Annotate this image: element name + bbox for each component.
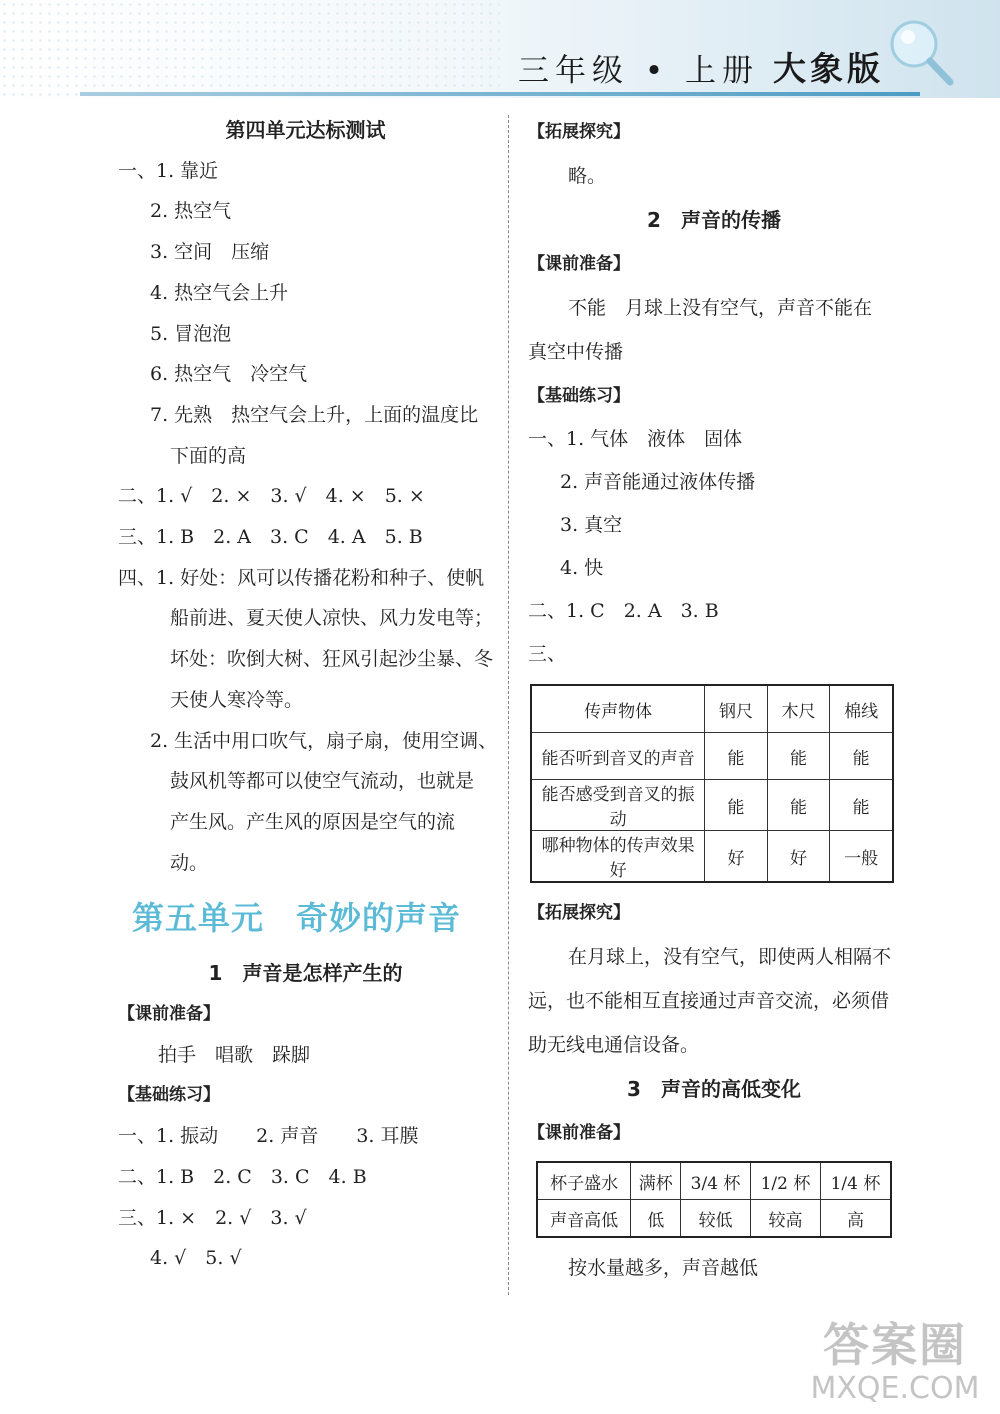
answer-line: 6. 热空气 冷空气	[150, 363, 308, 386]
table-cell: 满杯	[631, 1162, 681, 1200]
right-column	[528, 110, 900, 1290]
table-cell: 1/2 杯	[751, 1162, 821, 1200]
answer-line: 2. 生活中用口吹气，扇子扇，使用空调、	[150, 729, 498, 752]
answer-line: 在月球上，没有空气，即使两人相隔不	[568, 946, 892, 968]
table-cell: 棉线	[830, 685, 893, 733]
table-row	[531, 685, 893, 733]
answer-line: 3. 真空	[560, 514, 623, 536]
table-cell: 声音高低	[537, 1200, 631, 1238]
table-cell: 3/4 杯	[681, 1162, 751, 1200]
table-cell: 传声物体	[531, 685, 705, 733]
unit-number: 第五单元	[132, 899, 265, 938]
water-pitch-table	[536, 1161, 892, 1238]
answer-line: 拍手 唱歌 跺脚	[158, 1043, 311, 1066]
answer-line: 远，也不能相互直接通过声音交流，必须借	[528, 990, 890, 1012]
answer-line: 产生风。产生风的原因是空气的流	[170, 810, 456, 833]
answer-line: 7. 先熟 热空气会上升，上面的温度比	[150, 403, 479, 426]
header-dot-pattern	[0, 0, 500, 98]
table-cell: 一般	[830, 831, 893, 883]
table-cell: 木尺	[767, 685, 829, 733]
table-cell: 好	[705, 831, 767, 883]
answer-line: 下面的高	[170, 444, 247, 467]
header-edition: 大象版	[773, 49, 884, 88]
table-row	[531, 780, 893, 831]
table-row	[537, 1162, 891, 1200]
table-cell: 能	[767, 780, 829, 831]
table-cell: 能	[767, 733, 829, 780]
table-cell: 能	[830, 733, 893, 780]
table-cell: 好	[767, 831, 829, 883]
table-cell: 哪种物体的传声效果好	[531, 831, 705, 883]
answer-line: 2. 热空气	[150, 200, 232, 223]
header-rule	[80, 92, 920, 96]
ext-tag: 【拓展探究】	[528, 903, 630, 923]
column-divider	[508, 115, 509, 1295]
prep-tag: 【课前准备】	[528, 1123, 630, 1143]
answer-line: 四、1. 好处：风可以传播花粉和种子、使帆	[118, 566, 485, 589]
header-title	[518, 40, 884, 90]
table-row	[537, 1200, 891, 1238]
table-cell: 能否感受到音叉的振动	[531, 780, 705, 831]
table-cell: 能	[830, 780, 893, 831]
table-row	[531, 733, 893, 780]
answer-line: 不能 月球上没有空气，声音不能在	[568, 297, 873, 319]
answer-line: 略。	[568, 165, 607, 187]
answer-line: 鼓风机等都可以使空气流动，也就是	[170, 770, 475, 793]
table-cell: 高	[820, 1200, 891, 1238]
sound-transmission-table	[530, 684, 894, 883]
watermark-logo-text: 答案圈	[823, 1318, 967, 1372]
table-cell: 低	[631, 1200, 681, 1238]
table-row	[531, 831, 893, 883]
prep-tag: 【课前准备】	[528, 254, 630, 274]
answer-line: 二、1. √ 2. × 3. √ 4. × 5. ×	[118, 485, 425, 508]
basic-tag: 【基础练习】	[528, 386, 630, 406]
magnifier-icon	[880, 12, 960, 92]
table-cell: 1/4 杯	[820, 1162, 891, 1200]
lesson-title: 1 声音是怎样产生的	[208, 961, 403, 986]
prep-tag: 【课前准备】	[118, 1004, 220, 1025]
answer-line: 4. 热空气会上升	[150, 281, 289, 304]
answer-line: 一、1. 气体 液体 固体	[528, 428, 743, 450]
unit-name: 奇妙的声音	[296, 899, 462, 938]
lesson-title: 3 声音的高低变化	[627, 1077, 801, 1101]
answer-line: 三、1. B 2. A 3. C 4. A 5. B	[118, 526, 423, 549]
answer-line: 三、	[528, 643, 567, 665]
answer-line: 2. 声音能通过液体传播	[560, 471, 756, 493]
ext-tag: 【拓展探究】	[528, 122, 630, 142]
answer-line: 二、1. C 2. A 3. B	[528, 600, 719, 622]
answer-line: 按水量越多，声音越低	[568, 1257, 759, 1279]
answer-line: 一、1. 靠近	[118, 159, 219, 182]
unit-title	[118, 883, 493, 953]
answer-line: 4. √ 5. √	[150, 1247, 242, 1270]
basic-tag: 【基础练习】	[118, 1085, 220, 1106]
table-cell: 杯子盛水	[537, 1162, 631, 1200]
table-cell: 能	[705, 780, 767, 831]
watermark	[795, 1318, 995, 1412]
table-cell: 能否听到音叉的声音	[531, 733, 705, 780]
answer-line: 坏处：吹倒大树、狂风引起沙尘暴、冬	[170, 648, 494, 671]
table-cell: 较高	[751, 1200, 821, 1238]
answer-line: 天使人寒冷等。	[170, 688, 304, 711]
answer-line: 3. 空间 压缩	[150, 241, 270, 264]
watermark-url: MXQE.COM	[810, 1371, 980, 1406]
table-cell: 钢尺	[705, 685, 767, 733]
table-cell: 能	[705, 733, 767, 780]
answer-line: 二、1. B 2. C 3. C 4. B	[118, 1165, 367, 1188]
answer-line: 助无线电通信设备。	[528, 1034, 700, 1056]
lesson-title: 2 声音的传播	[647, 208, 781, 232]
section-title: 第四单元达标测试	[225, 118, 386, 142]
left-column	[118, 110, 498, 1279]
answer-line: 4. 快	[560, 557, 604, 579]
header-grade: 三年级 • 上册	[518, 53, 759, 89]
table-cell: 较低	[681, 1200, 751, 1238]
answer-line: 动。	[170, 851, 209, 874]
answer-line: 真空中传播	[528, 341, 624, 363]
answer-line: 一、1. 振动 2. 声音 3. 耳膜	[118, 1125, 419, 1148]
answer-line: 三、1. × 2. √ 3. √	[118, 1206, 307, 1229]
answer-line: 5. 冒泡泡	[150, 322, 232, 345]
answer-line: 船前进、夏天使人凉快、风力发电等；	[170, 607, 494, 630]
